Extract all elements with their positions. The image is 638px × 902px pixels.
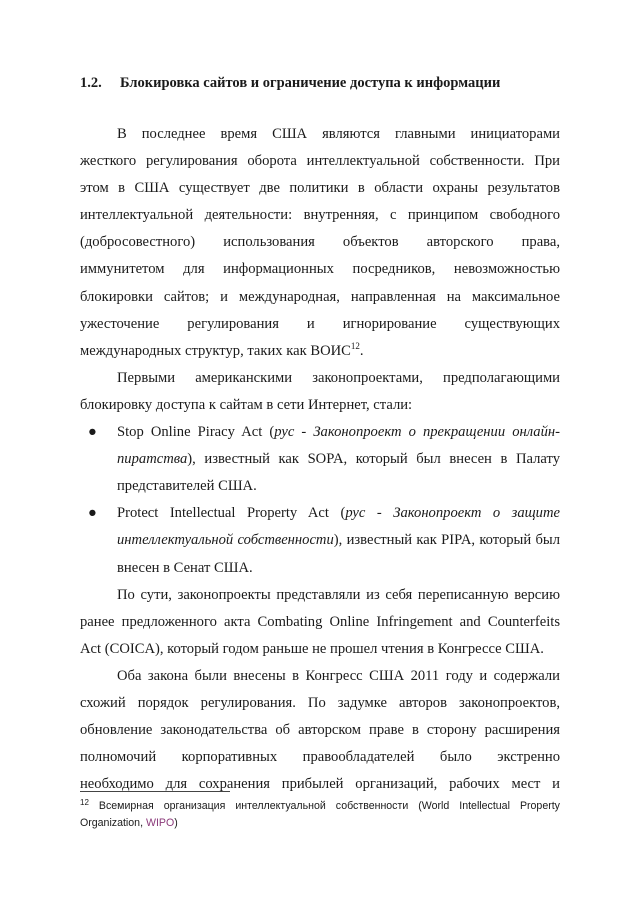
bullet-list bbox=[80, 419, 560, 582]
paragraph-line: необходимо для сохранения прибылей организаций, рабочих мест и bbox=[80, 776, 560, 793]
list-item-translation: рус - Законопроект о защите интеллектуальной собственности bbox=[117, 505, 560, 549]
paragraph-line: блокировки сайтов; и международная, направленная на максимальное bbox=[80, 288, 560, 305]
paragraph-line: Act (COICA), который годом раньше не прошел чтения в Конгрессе США. bbox=[80, 640, 544, 657]
list-item bbox=[80, 500, 560, 581]
paragraph-line: обновление законодательства об авторском праве в сторону расширения bbox=[80, 722, 560, 739]
paragraph-line: Оба закона были внесены в Конгресс США 2011 году и содержали bbox=[117, 667, 560, 684]
paragraph-line: жесткого регулирования оборота интеллектуальной собственности. При bbox=[80, 153, 560, 170]
section-number: 1.2. bbox=[80, 75, 102, 91]
list-item-text: ), известный как SOPA, который был внесен в Палату представителей США. bbox=[117, 451, 560, 495]
paragraph-4 bbox=[80, 663, 560, 798]
paragraph-line: (добросовестного) использования объектов авторского права, bbox=[80, 234, 560, 251]
list-item-text: Protect Intellectual Property Act ( bbox=[117, 505, 346, 522]
footnote-text: Всемирная организация интеллектуальной собственности (World Intellectual Property Organization, bbox=[80, 800, 560, 829]
paragraph-text: . bbox=[359, 342, 364, 359]
list-item-text: Stop Online Piracy Act ( bbox=[117, 424, 275, 441]
list-item bbox=[80, 419, 560, 500]
paragraph-line: иммунитетом для информационных посредников, невозможностью bbox=[80, 261, 560, 278]
footnote bbox=[80, 798, 560, 832]
paragraph-line: схожий порядок регулирования. По задумке авторов законопроектов, bbox=[80, 694, 560, 711]
paragraph-3 bbox=[80, 582, 560, 663]
footnote-link[interactable]: WIPO bbox=[145, 817, 175, 829]
list-item-text: ), известный как PIPA, который был внесен в Сенат США. bbox=[117, 532, 560, 576]
paragraph-line: В последнее время США являются главными инициаторами bbox=[117, 126, 560, 142]
paragraph-1 bbox=[80, 121, 560, 365]
paragraph-line: этом в США существует две политики в области охраны результатов bbox=[80, 180, 560, 197]
paragraph-line: Первыми американскими законопроектами, предполагающими bbox=[117, 369, 560, 386]
paragraph-line: полномочий корпоративных правообладателей было экстренно bbox=[80, 749, 560, 766]
list-item-translation: рус - Законопроект о прекращении онлайн-пиратства bbox=[117, 424, 560, 468]
paragraph-2 bbox=[80, 365, 560, 419]
footnote-number: 12 bbox=[80, 798, 89, 807]
paragraph-line: По сути, законопроекты представляли из себя переписанную версию bbox=[117, 586, 560, 603]
footnote-text-end: ) bbox=[174, 817, 178, 829]
footnote-reference[interactable]: 12 bbox=[350, 340, 360, 351]
paragraph-line: интеллектуальной деятельности: внутренняя, с принципом свободного bbox=[80, 207, 560, 224]
document-body bbox=[80, 121, 560, 798]
paragraph-line: ранее предложенного акта Combating Online Infringement and Counterfeits bbox=[80, 613, 560, 630]
section-title: Блокировка сайтов и ограничение доступа к информации bbox=[120, 75, 501, 91]
paragraph-line bbox=[80, 338, 560, 365]
section-heading bbox=[80, 75, 560, 92]
paragraph-line: блокировку доступа к сайтам в сети Интернет, стали: bbox=[80, 396, 413, 413]
bullet-icon: ● bbox=[88, 424, 97, 441]
paragraph-text: международных структур, таких как ВОИС bbox=[80, 342, 351, 359]
paragraph-line: ужесточение регулирования и игнорирование существующих bbox=[80, 315, 560, 332]
footnote-divider bbox=[80, 791, 230, 792]
bullet-icon: ● bbox=[88, 505, 97, 522]
